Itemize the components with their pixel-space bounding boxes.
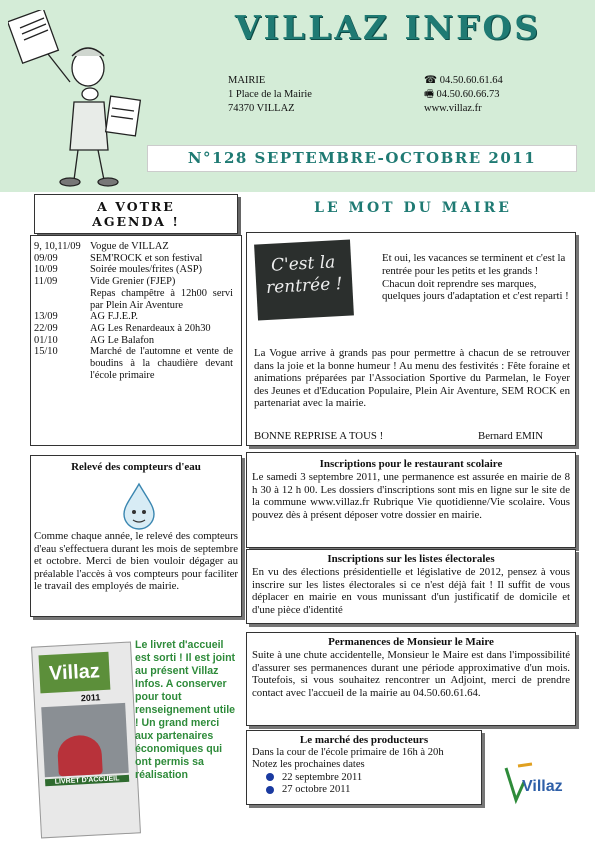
agenda-event: AG Les Renardeaux à 20h30 — [90, 322, 211, 334]
farmers-market-location: Dans la cour de l'école primaire de 16h à 20h — [252, 747, 444, 758]
school-canteen-title: Inscriptions pour le restaurant scolaire — [319, 458, 503, 470]
agenda-item — [34, 241, 237, 253]
agenda-item — [34, 323, 237, 335]
booklet-cover-title: Villaz — [39, 652, 111, 694]
agenda-item — [34, 288, 237, 311]
booklet-cover-label: LIVRET D'ACCUEIL — [45, 775, 129, 786]
flowers-image — [57, 734, 103, 776]
bullet-icon — [266, 786, 274, 794]
booklet-cover-year: 2011 — [80, 692, 101, 704]
market-date: 22 septembre 2011 — [282, 771, 363, 783]
chalkboard-image — [254, 240, 354, 321]
agenda-item — [34, 253, 237, 265]
agenda-item — [34, 276, 237, 288]
welcome-booklet-announcement: Le livret d'accueil est sorti ! Il est joint au présent Villaz Infos. A conserver pour tout renseignement utile ! Un grand merci aux partenaires économiques qui ont permis sa réalisation — [135, 639, 236, 781]
farmers-market-note: Notez les prochaines dates — [252, 759, 365, 771]
contact-info — [424, 74, 584, 116]
chalkboard-line2: rentrée ! — [265, 274, 344, 298]
agenda-box — [30, 235, 242, 446]
booklet-cover-photo — [41, 703, 129, 777]
agenda-event: Repas champêtre à 12h00 servi par Plein Air Aventure — [90, 287, 233, 311]
agenda-list — [34, 241, 237, 381]
fax-number: 🖷 04.50.60.66.73 — [424, 89, 500, 100]
market-date: 27 octobre 2011 — [282, 784, 351, 796]
water-meter-body: Comme chaque année, le relevé des compteurs d'eau s'effectuera durant les mois de septembre et octobre. Merci de bien vouloir dégager au préalable l'accès à vos compteurs pour faciliter le travail des employés de mairie. — [34, 530, 238, 593]
agenda-date: 22/09 — [34, 322, 58, 334]
agenda-date: 09/09 — [34, 252, 58, 264]
agenda-item — [34, 335, 237, 347]
agenda-item — [34, 346, 237, 381]
water-drop-icon — [118, 482, 160, 530]
town-hall-address — [228, 74, 388, 116]
agenda-title-line2: AGENDA ! — [92, 214, 180, 229]
address-line2: 74370 VILLAZ — [228, 103, 295, 114]
villaz-logo — [502, 762, 582, 806]
agenda-event: Soirée moules/frites (ASP) — [90, 264, 202, 276]
agenda-item — [34, 311, 237, 323]
welcome-booklet-cover — [31, 642, 141, 839]
mayor-hours-title: Permanences de Monsieur le Maire — [328, 636, 494, 648]
phone-number: ☎ 04.50.60.61.64 — [424, 75, 503, 86]
water-meter-title: Relevé des compteurs d'eau — [71, 461, 201, 473]
mayor-intro: Et oui, les vacances se terminent et c'est la rentrée pour les petits et les grands ! Chacun doit reprendre ses marques, quelques jours d'adaptation et c'est reparti ! — [382, 252, 569, 303]
farmers-market-details — [252, 747, 480, 797]
issue-number: N°128 SEPTEMBRE-OCTOBRE 2011 — [187, 149, 537, 167]
address-line1: 1 Place de la Mairie — [228, 89, 312, 100]
mayor-body: La Vogue arrive à grands pas pour permettre à chacun de se retrouver dans la joie et la bonne humeur ! Au menu des festivités : Fête foraine et animations préparées par l'Association Sportive du Parmelan, le Foyer des Jeunes et d'Education Populaire, Plein Air Aventure, SEM ROCK en partenariat avec la mairie. — [254, 347, 570, 410]
logo-text: Villaz — [522, 778, 563, 795]
agenda-date: 15/10 — [34, 346, 58, 358]
agenda-event: AG Le Balafon — [90, 334, 155, 346]
mayor-closing: BONNE REPRISE A TOUS ! — [254, 430, 384, 442]
newspaper-boy-illustration — [8, 10, 158, 188]
school-canteen-body: Le samedi 3 septembre 2011, une permanence est assurée en mairie de 8 h 30 à 12 h 00. Les dossiers d'inscriptions sont mis en ligne sur le site de la commune www.villaz.fr Rubrique Vie quotidienne/Vie scolaire. Vous pouvez dès à présent déposer votre dossier en mairie. — [252, 471, 570, 521]
agenda-item — [34, 264, 237, 276]
agenda-title-line1: A VOTRE — [97, 199, 175, 214]
mayor-word-title: LE MOT DU MAIRE — [314, 200, 512, 216]
agenda-event: Vide Grenier (FJEP) — [90, 276, 176, 288]
electoral-lists-body: En vu des élections présidentielle et législative de 2012, pensez à vous inscrire sur les listes électorales si ce n'est déjà fait ! Il suffit de vous déplacer en mairie en vous munissant d'un justificatif de domicile et d'une pièce d'identité — [252, 566, 570, 616]
agenda-date: 13/09 — [34, 311, 58, 323]
chalkboard-line1: C'est la — [270, 252, 336, 276]
mayor-hours-body: Suite à une chute accidentelle, Monsieur le Maire est dans l'impossibilité d'assurer ses permanences durant une période approximative d'un mois. Toutefois, si vous souhaitez rencontrer un Adjoint, merci de prendre contact avec l'accueil de la mairie au 04.50.60.61.64. — [252, 649, 570, 699]
agenda-event: SEM'ROCK et son festival — [90, 252, 203, 264]
agenda-date: 10/09 — [34, 264, 58, 276]
agenda-date: 01/10 — [34, 334, 58, 346]
agenda-event: Marché de l'automne et vente de boudins à la chaudière devant l'école primaire — [90, 346, 233, 381]
issue-banner — [147, 145, 577, 172]
agenda-date — [34, 288, 90, 311]
website-link[interactable]: www.villaz.fr — [424, 103, 482, 114]
bullet-icon — [266, 773, 274, 781]
agenda-title — [34, 194, 238, 234]
agenda-date: 9, 10,11/09 — [34, 241, 81, 252]
mairie-label: MAIRIE — [228, 75, 266, 86]
agenda-date: 11/09 — [34, 276, 58, 288]
agenda-event: Vogue de VILLAZ — [90, 241, 169, 252]
agenda-event: AG F.J.E.P. — [90, 311, 138, 323]
market-date-item — [252, 784, 480, 796]
mayor-signature: Bernard EMIN — [478, 430, 544, 442]
newsletter-title: VILLAZ INFOS — [234, 8, 542, 47]
farmers-market-title: Le marché des producteurs — [299, 734, 429, 746]
market-date-item — [252, 772, 480, 784]
electoral-lists-title: Inscriptions sur les listes électorales — [327, 553, 495, 565]
